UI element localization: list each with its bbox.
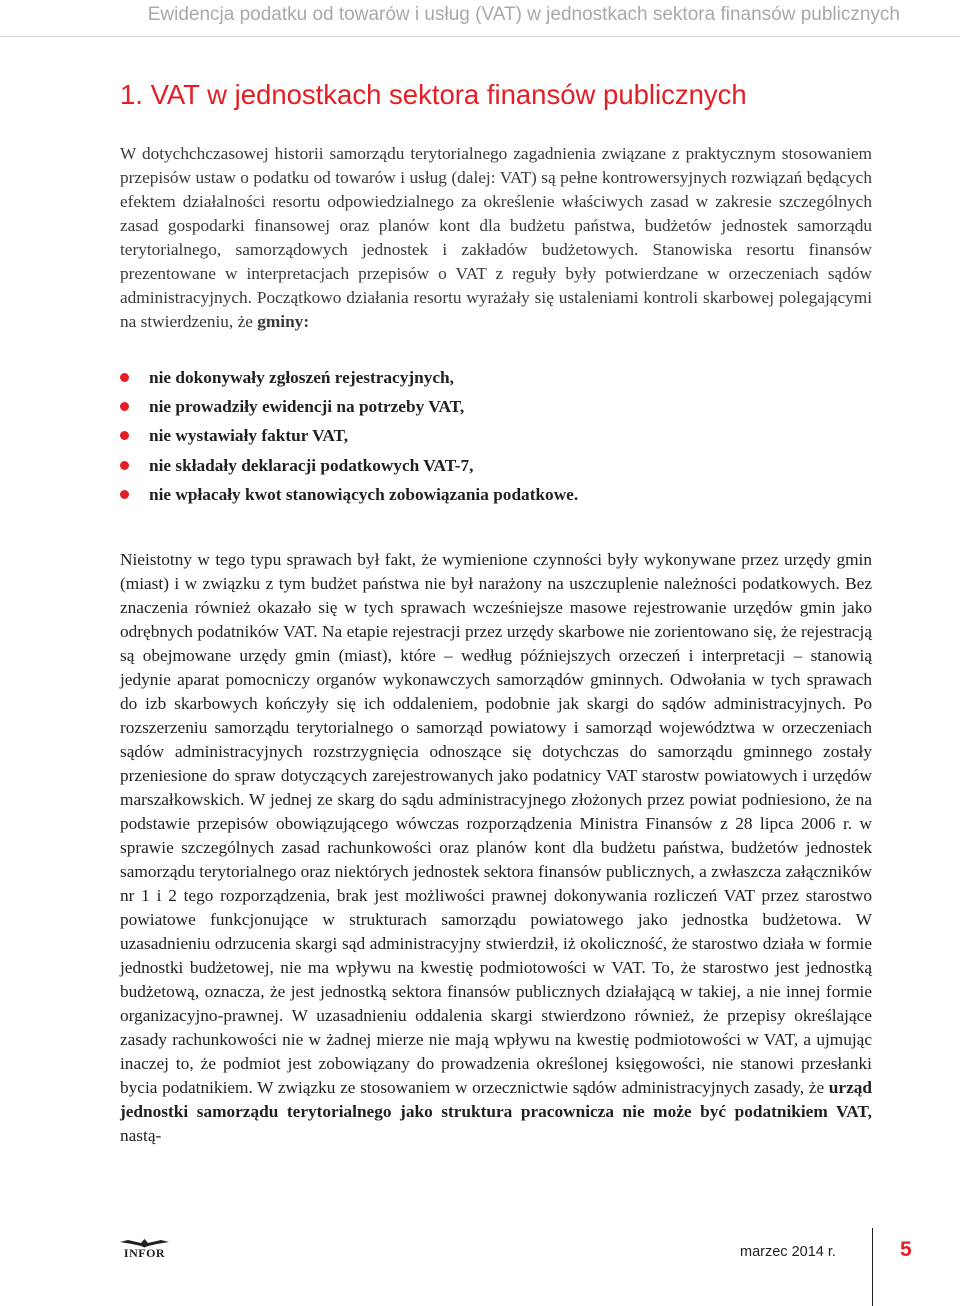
list-item (120, 421, 872, 450)
list-item-text: nie prowadziły ewidencji na potrzeby VAT, (149, 397, 465, 417)
page-number: 5 (900, 1238, 912, 1261)
list-item-text: nie składały deklaracji podatkowych VAT-7, (149, 455, 474, 475)
list-item-text: nie wystawiały faktur VAT, (149, 426, 349, 446)
list-item (120, 451, 872, 480)
bullet-icon (120, 431, 129, 440)
body-paragraph (120, 548, 872, 1148)
publisher-name: INFOR (123, 1246, 166, 1260)
infor-logo (117, 1238, 172, 1262)
list-item (120, 392, 872, 421)
bullet-icon (120, 373, 129, 382)
body-text: Nieistotny w tego typu sprawach był fakt, że wymienione czynności były wykonywane przez urzędy gmin (miast) i w związku z tym budżet państwa nie był narażony na uszczuplenie należności podatkowych. Bez znaczenia również okazało się w tych sprawach wcześniejsze masowe rejestrowanie urzędów gmin jako odrębnych podatników VAT. Na etapie rejestracji przez urzędy skarbowe nie zorientowano się, że rejestracją są obejmowane urzędy gmin (miast), które – według późniejszych orzeczeń i interpretacji – stanowią jedynie aparat pomocniczy organów wykonawczych samorządów gminnych. Odwołania w tych sprawach do izb skarbowych kończyły się ich oddaleniem, podobnie jak skargi do sądów administracyjnych. Po rozszerzeniu samorządu terytorialnego o samorząd powiatowy i samorząd województwa w orzeczeniach sądów administracyjnych rozstrzygnięcia odnoszące się dotychczas do samorządu gminnego zostały przeniesione do spraw dotyczących zarejestrowanych jako podatnicy VAT starostw powiatowych i urzędów marszałkowskich. W jednej ze skarg do sądu administracyjnego złożonych przez powiat podniesiono, że na podstawie przepisów obowiązującego wówczas rozporządzenia Ministra Finansów z 28 lipca 2006 r. w sprawie szczególnych zasad rachunkowości oraz planów kont dla budżetu państwa, budżetów jednostek samorządu terytorialnego oraz niektórych jednostek sektora finansów publicznych, a zwłaszcza załączników nr 1 i 2 tego rozporządzenia, brak jest możliwości prawnej dokonywania rozliczeń VAT przez starostwo powiatowe funkcjonujące w strukturach samorządu powiatowego jako jednostka budżetowa. W uzasadnieniu odrzucenia skargi sąd administracyjny stwierdził, iż okoliczność, że starostwo działa w formie jednostki budżetowej, nie ma wpływu na kwestię podmiotowości w VAT. To, że starostwo jest jednostką budżetową, oznacza, że jest jednostką sektora finansów publicznych działającą w takiej, a nie innej formie organizacyjno-prawnej. W uzasadnieniu oddalenia skargi stwierdzono również, że przepisy określające zasady rachunkowości nie w żadnej mierze nie mają wpływu na kwestię podmiotowości w VAT, a ujmując inaczej to, że podmiot jest zobowiązany do prowadzenia określonej księgowości, nie stanowi przesłanki bycia podatnikiem. W związku ze stosowaniem w orzecznictwie sądów administracyjnych zasady, że (120, 550, 872, 1097)
list-item-text: nie dokonywały zgłoszeń rejestracyjnych, (149, 368, 454, 387)
intro-text: W dotychchczasowej historii samorządu terytorialnego zagadnienia związane z praktycznym stosowaniem przepisów ustaw o podatku od towarów i usług (dalej: VAT) są pełne kontrowersyjnych rozwiązań będących efektem działalności resortu odpowiedzialnego za określenie właściwych zasad w zakresie szczególnych zasad gospodarki finansowej oraz planów kont dla budżetu państwa, budżetów jednostek samorządu terytorialnego, samorządowych jednostek i zakładów budżetowych. Stanowiska resortu finansów prezentowane w interpretacjach przepisów o VAT z reguły były potwierdzane w orzeczeniach sądów administracyjnych. Początkowo działania resortu wyrażały się ustaleniami kontroli skarbowej polegającymi na stwierdzeniu, że (120, 144, 872, 331)
bullet-icon (120, 490, 129, 499)
bullet-icon (120, 402, 129, 411)
running-header: Ewidencja podatku od towarów i usług (VAT) w jednostkach sektora finansów publicznych (147, 4, 900, 25)
list-item (120, 363, 872, 392)
intro-paragraph (120, 142, 872, 334)
intro-bold-term: gminy: (257, 312, 310, 331)
header-divider (0, 36, 960, 37)
body-tail: nastą- (120, 1126, 162, 1145)
issue-date: marzec 2014 r. (740, 1244, 836, 1260)
list-item (120, 480, 872, 509)
list-item-text: nie wpłacały kwot stanowiących zobowiązania podatkowe. (149, 484, 579, 504)
body-bold-statement: urząd jednostki samorządu terytorialnego jako struktura pracownicza nie może być podatnikiem VAT, (120, 1078, 872, 1121)
bullet-list (120, 363, 872, 509)
chapter-title: 1. VAT w jednostkach sektora finansów publicznych (120, 79, 747, 110)
bullet-icon (120, 461, 129, 470)
footer-divider (872, 1228, 873, 1306)
